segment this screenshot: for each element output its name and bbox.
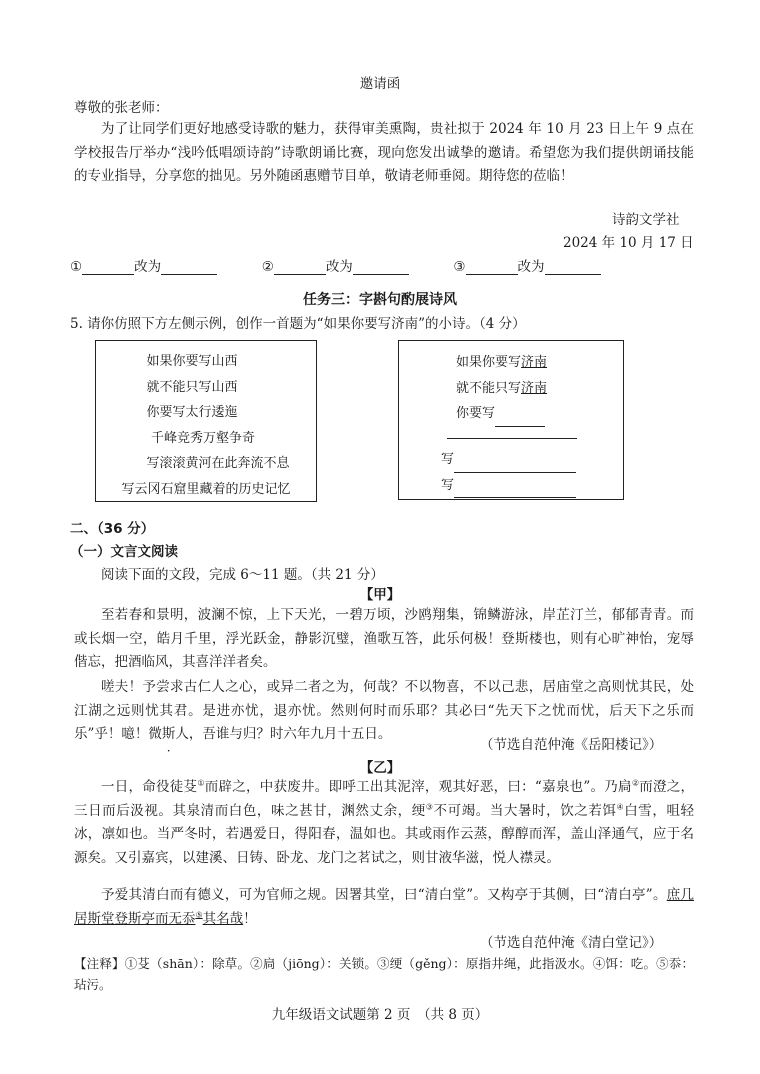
jia-paragraph-2: 嗟夫！予尝求古仁人之心，或异二者之为，何哉？不以物喜，不以己悲，居庙堂之高则忧其民，处江湖之远则忧其君。是进亦忧，退亦忧。然则何时而乐耶？其必曰“先天下之忧而忧，后天下之乐而乐”乎！噫！微斯人，吾谁与归？时六年九月十五日。 — [74, 679, 694, 742]
correction-1-label: ① — [70, 259, 83, 275]
answer-line-1: 如果你要写济南 — [456, 355, 548, 370]
answer-line-2: 就不能只写济南 — [456, 380, 548, 396]
jia-paragraph-1: 至若春和景明，波澜不惊，上下天光，一碧万顷，沙鸥翔集，锦鳞游泳，岸芷汀兰，郁郁青青。而或长烟一空，皓月千里，浮光跃金，静影沉璧，渔歌互答，此乐何极！登斯楼也，则有心旷神怡，宠辱偕忘，把酒临风，其喜洋洋者矣。 — [74, 607, 694, 670]
page-footer: 九年级语文试题第 2 页 （共 8 页） — [271, 1007, 489, 1023]
letter-body: 为了让同学们更好地感受诗歌的魅力，获得审美熏陶，贵社拟于 2024 年 10 月 23 日上午 9 点在学校报告厅举办“浅吟低唱颂诗韵”诗歌朗诵比赛，现向您发出诚挚的邀请。希望您为我们提供朗诵技能的专业指导，分享您的拙见。另外随函惠赠节目单，敬请老师垂阅。期待您的莅临！ — [74, 121, 694, 184]
yi-paragraph-2: 予爱其清白而有德义，可为官师之规。因署其堂，曰“清白堂”。又构亭于其侧，曰“清白亭”。庶几居斯堂登斯亭而无忝⑤其名哉！ — [74, 887, 695, 927]
example-line: 你要写太行逶迤 — [146, 405, 238, 420]
letter-date: 2024 年 10 月 17 日 — [563, 235, 694, 251]
correction-3-answer[interactable] — [545, 259, 601, 275]
yi-source: （节选自范仲淹《清白堂记》） — [480, 935, 663, 951]
letter-greeting: 尊敬的张老师： — [74, 100, 169, 116]
task3-title: 任务三：字斟句酌展诗风 — [303, 292, 457, 308]
jia-label: 【甲】 — [359, 587, 401, 603]
jia-source: （节选自范仲淹《岳阳楼记》） — [480, 737, 663, 753]
example-line: 写滚滚黄河在此奔流不息 — [146, 456, 290, 471]
example-poem-box — [95, 340, 317, 502]
section2-intro: 阅读下面的文段，完成 6～11 题。（共 21 分） — [101, 567, 384, 583]
correction-2-blank[interactable] — [274, 259, 326, 275]
letter-signature: 诗韵文学社 — [612, 212, 680, 228]
answer-blank-5[interactable] — [454, 458, 576, 473]
correction-row — [70, 255, 601, 275]
answer-blank-3[interactable] — [495, 412, 545, 427]
example-line: 写云冈石窟里藏着的历史记忆 — [121, 481, 291, 497]
example-line: 就不能只写山西 — [146, 379, 238, 395]
section2-sub: （一）文言文阅读 — [70, 544, 178, 560]
change-to-label: 改为 — [517, 259, 545, 275]
answer-poem-box: 如果你要写济南 就不能只写济南 你要写 写 写 — [398, 340, 624, 500]
yi-paragraph-1: 一日，命役徒芟①而辟之，中获废井。即呼工出其泥滓，观其好恶，曰：“嘉泉也”。乃扃②而澄之，三日而后汲视。其泉清而白色，味之甚甘，渊然丈余，绠③不可竭。当大暑时，饮之若饵④白雪，咀轻冰，凛如也。当严冬时，若遇爱日，得阳春，温如也。其或雨作云蒸，醇醇而浑，盖山泽通气，应于名源矣。又引嘉宾，以建溪、日铸、卧龙、龙门之茗试之，则甘液华滋，悦人襟灵。 — [74, 778, 695, 866]
notes: 【注释】①芟（shān）：除草。②扃（jiōng）：关锁。③绠（gěng）：原指井绳，此指汲水。④饵：吃。⑤忝：玷污。 — [74, 956, 694, 992]
yi-label: 【乙】 — [359, 760, 401, 776]
correction-3-blank[interactable] — [466, 259, 518, 275]
answer-line-3: 你要写 — [456, 401, 547, 427]
change-to-label: 改为 — [325, 259, 353, 275]
example-line: 千峰竞秀万壑争奇 — [150, 430, 255, 446]
letter-title: 邀请函 — [359, 76, 401, 92]
correction-1-blank[interactable] — [82, 259, 134, 275]
task3-question: 5. 请你仿照下方左侧示例，创作一首题为“如果你要写济南”的小诗。（4 分） — [70, 316, 526, 332]
example-line: 如果你要写山西 — [146, 354, 238, 369]
change-to-label: 改为 — [134, 259, 162, 275]
answer-blank-4[interactable] — [447, 428, 577, 439]
correction-2-label: ② — [261, 259, 274, 275]
correction-2-answer[interactable] — [353, 259, 409, 275]
answer-blank-6[interactable] — [454, 483, 576, 498]
correction-1-answer[interactable] — [161, 259, 217, 275]
correction-3-label: ③ — [453, 259, 466, 275]
section2-heading: 二、（36 分） — [70, 521, 155, 537]
